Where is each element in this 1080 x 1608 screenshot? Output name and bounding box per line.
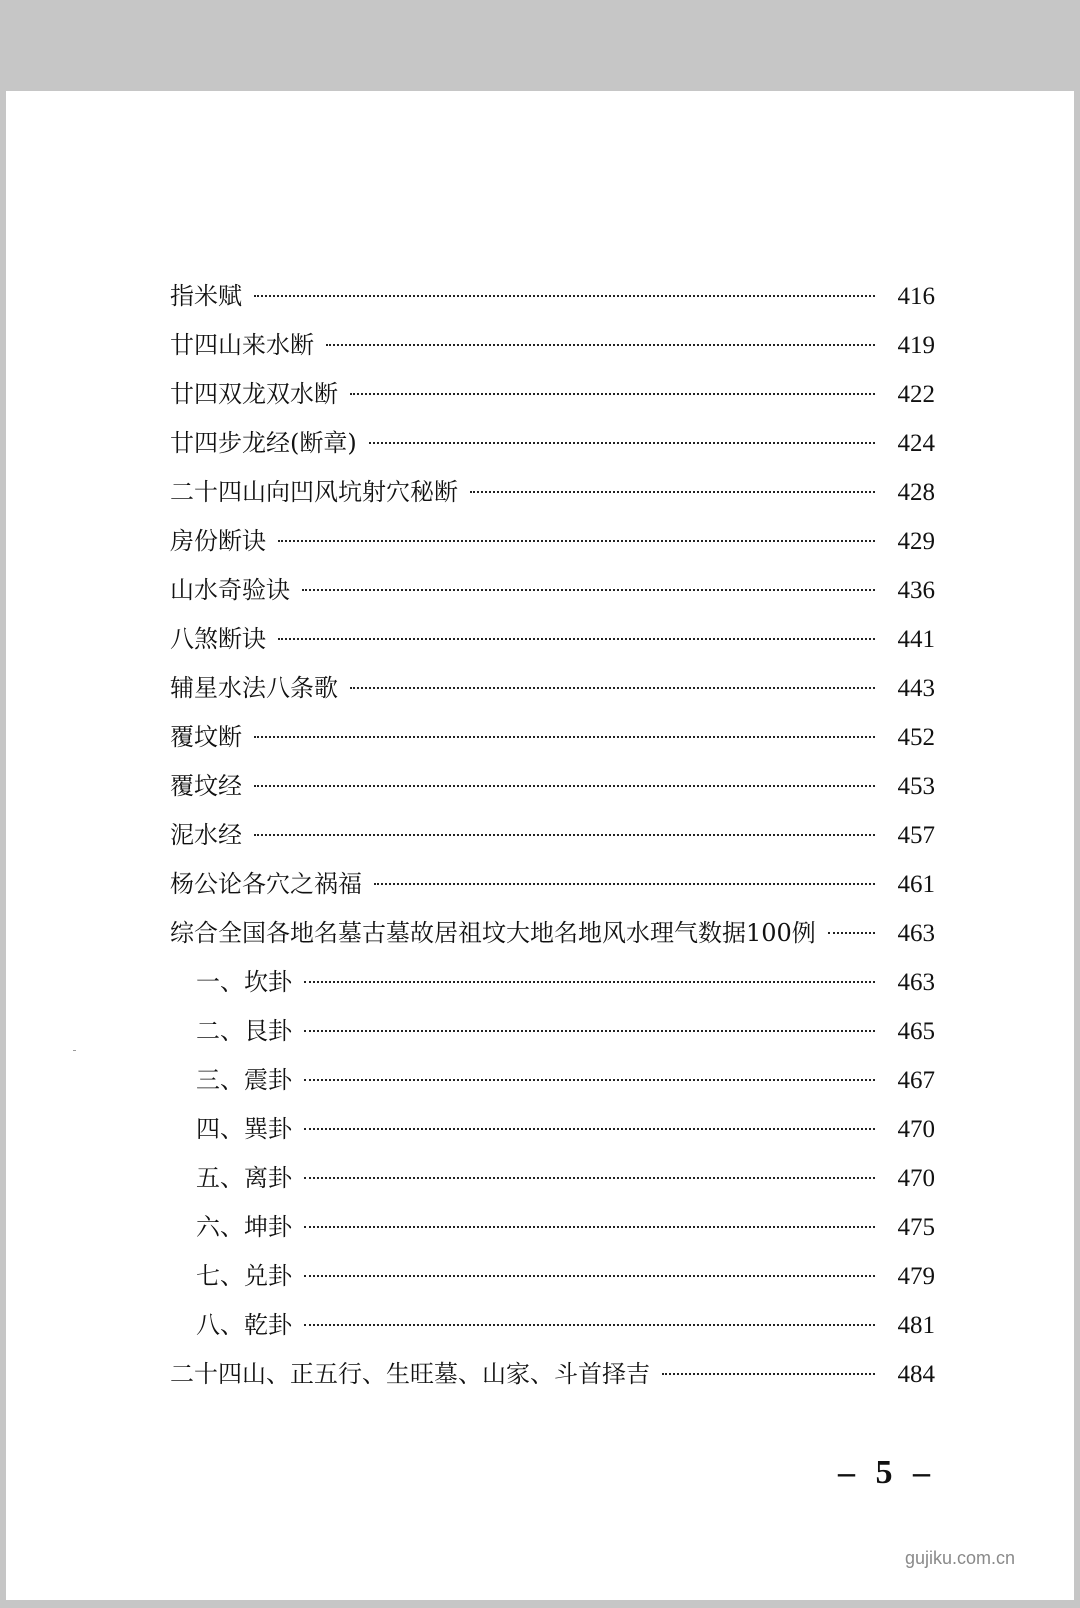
toc-entry-page: 424	[897, 430, 935, 457]
toc-leader-dots	[304, 1324, 875, 1326]
toc-entry[interactable]	[170, 962, 935, 1011]
toc-entry-title: 房份断诀	[170, 527, 266, 555]
toc-leader-dots	[304, 1177, 875, 1179]
toc-entry-page: 479	[897, 1263, 935, 1290]
toc-entry-page: 463	[897, 920, 935, 947]
toc-entry[interactable]	[170, 1354, 935, 1403]
toc-leader-dots	[304, 1079, 875, 1081]
toc-entry-page: 422	[897, 381, 935, 408]
toc-leader-dots	[350, 393, 875, 395]
toc-leader-dots	[326, 344, 875, 346]
toc-leader-dots	[304, 981, 875, 983]
toc-entry-page: 465	[897, 1018, 935, 1045]
toc-entry-page: 428	[897, 479, 935, 506]
toc-entry-title: 二十四山向凹风坑射穴秘断	[170, 478, 458, 506]
toc-entry[interactable]	[170, 1011, 935, 1060]
toc-leader-dots	[278, 540, 875, 542]
toc-entry[interactable]	[170, 717, 935, 766]
toc-entry[interactable]	[170, 1305, 935, 1354]
toc-leader-dots	[304, 1226, 875, 1228]
toc-entry-page: 443	[897, 675, 935, 702]
toc-entry-page: 452	[897, 724, 935, 751]
toc-leader-dots	[304, 1128, 875, 1130]
toc-entry-title: 五、离卦	[196, 1164, 292, 1192]
toc-entry[interactable]	[170, 815, 935, 864]
toc-entry-page: 470	[897, 1165, 935, 1192]
toc-entry-title: 八、乾卦	[196, 1311, 292, 1339]
watermark: gujiku.com.cn	[905, 1548, 1016, 1568]
toc-entry[interactable]	[170, 864, 935, 913]
toc-entry-title: 七、兑卦	[196, 1262, 292, 1290]
toc-entry[interactable]	[170, 1109, 935, 1158]
toc-entry-title: 山水奇验诀	[170, 576, 290, 604]
toc-entry-page: 484	[897, 1361, 935, 1388]
toc-entry[interactable]	[170, 374, 935, 423]
toc-entry[interactable]	[170, 276, 935, 325]
toc-leader-dots	[662, 1373, 875, 1375]
toc-entry-page: 436	[897, 577, 935, 604]
toc-entry-title: 指米赋	[170, 282, 242, 310]
toc-leader-dots	[304, 1030, 875, 1032]
toc-entry-title: 二十四山、正五行、生旺墓、山家、斗首择吉	[170, 1360, 650, 1388]
toc-leader-dots	[254, 295, 875, 297]
toc-entry[interactable]	[170, 1158, 935, 1207]
toc-leader-dots	[828, 932, 875, 934]
toc-entry-title: 一、坎卦	[196, 968, 292, 996]
toc-entry-title: 廿四山来水断	[170, 331, 314, 359]
table-of-contents	[170, 276, 935, 1403]
toc-entry[interactable]	[170, 1207, 935, 1256]
toc-entry[interactable]	[170, 472, 935, 521]
toc-leader-dots	[350, 687, 875, 689]
toc-leader-dots	[254, 834, 875, 836]
toc-entry-title: 泥水经	[170, 821, 242, 849]
toc-entry-title: 四、巽卦	[196, 1115, 292, 1143]
toc-entry-title: 二、艮卦	[196, 1017, 292, 1045]
toc-entry-page: 467	[897, 1067, 935, 1094]
toc-entry[interactable]	[170, 325, 935, 374]
scan-speck	[73, 1050, 76, 1051]
toc-entry-title: 覆坟经	[170, 772, 242, 800]
toc-entry[interactable]	[170, 423, 935, 472]
toc-entry-title: 六、坤卦	[196, 1213, 292, 1241]
toc-entry-title: 三、震卦	[196, 1066, 292, 1094]
toc-entry-page: 457	[897, 822, 935, 849]
toc-entry-page: 419	[897, 332, 935, 359]
toc-entry[interactable]	[170, 570, 935, 619]
toc-leader-dots	[369, 442, 875, 444]
toc-entry[interactable]	[170, 766, 935, 815]
toc-leader-dots	[304, 1275, 875, 1277]
toc-entry-page: 461	[897, 871, 935, 898]
toc-entry-page: 470	[897, 1116, 935, 1143]
toc-entry-title: 廿四步龙经(断章)	[170, 429, 357, 457]
toc-leader-dots	[302, 589, 875, 591]
toc-leader-dots	[374, 883, 875, 885]
toc-leader-dots	[254, 736, 875, 738]
toc-entry-title: 八煞断诀	[170, 625, 266, 653]
toc-entry-page: 481	[897, 1312, 935, 1339]
toc-entry-title: 辅星水法八条歌	[170, 674, 338, 702]
toc-entry[interactable]	[170, 1256, 935, 1305]
toc-entry-page: 475	[897, 1214, 935, 1241]
toc-entry[interactable]	[170, 521, 935, 570]
toc-entry[interactable]	[170, 619, 935, 668]
toc-entry-title: 廿四双龙双水断	[170, 380, 338, 408]
toc-leader-dots	[470, 491, 875, 493]
page-number: – 5 –	[838, 1454, 936, 1491]
toc-entry-page: 463	[897, 969, 935, 996]
toc-entry-page: 429	[897, 528, 935, 555]
toc-entry[interactable]	[170, 1060, 935, 1109]
toc-entry[interactable]	[170, 913, 935, 962]
toc-entry-title: 杨公论各穴之祸福	[170, 870, 362, 898]
toc-entry-title: 覆坟断	[170, 723, 242, 751]
toc-entry-page: 453	[897, 773, 935, 800]
toc-entry-title: 综合全国各地名墓古墓故居祖坟大地名地风水理气数据100例	[170, 919, 816, 947]
toc-leader-dots	[254, 785, 875, 787]
toc-entry-page: 416	[897, 283, 935, 310]
toc-entry[interactable]	[170, 668, 935, 717]
toc-entry-page: 441	[897, 626, 935, 653]
toc-leader-dots	[278, 638, 875, 640]
